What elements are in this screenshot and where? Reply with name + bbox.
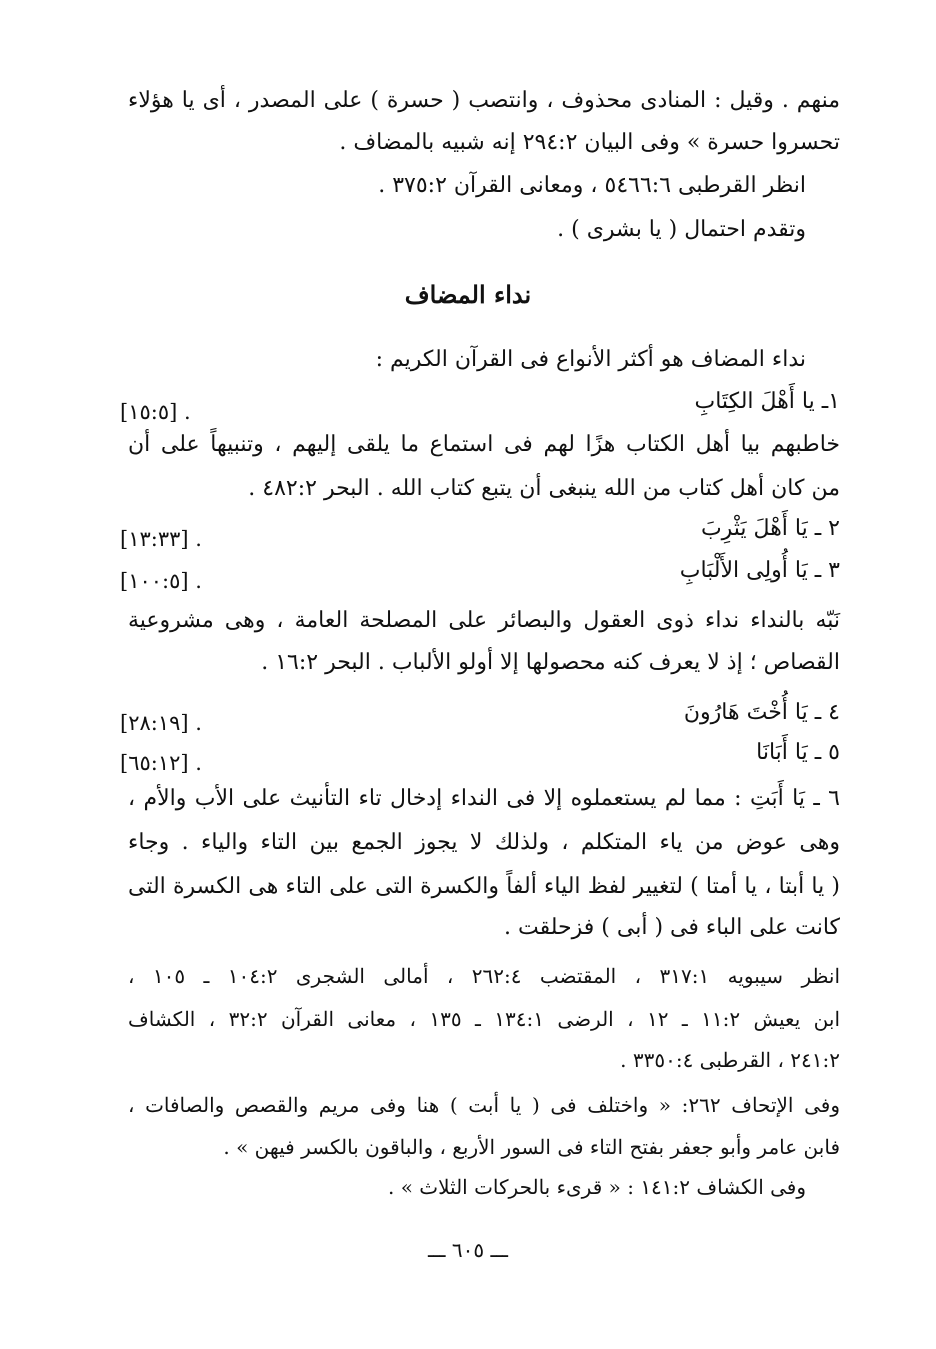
para-4-line-3: ٢٤١:٢ ، القرطبى ٣٣٥٠:٤ .: [620, 1048, 840, 1072]
intro-line-4: وتقدم احتمال ( يا بشرى ) .: [557, 217, 806, 242]
item-2-ref: [١٣:٣٣] .: [120, 527, 202, 551]
item-1-ref: [١٥:٥] .: [120, 400, 191, 424]
item-2: ٢ ـ يَا أَهْلَ يَثْرِبَ: [700, 516, 840, 541]
para-5-line-2: فابن عامر وأبو جعفر بفتح التاء فى السور الأربع ، والباقون بالكسر فيهن » .: [223, 1135, 840, 1159]
para-5-line-3: وفى الكشاف ١٤١:٢ : « قرىء بالحركات الثلاث » .: [387, 1175, 806, 1199]
para-5-line-1: وفى الإتحاف ٢٦٢: « واختلف فى ( يا أبت ) هنا وفى مريم والقصص والصافات ،: [128, 1093, 841, 1117]
para-3-line-4: كانت على الباء فى ( أبى ) فزحلقت .: [504, 915, 840, 940]
lead-line: نداء المضاف هو أكثر الأنواع فى القرآن الكريم :: [375, 347, 806, 372]
para-1-line-1: خاطبهم بيا أهل الكتاب هزًا لهم فى استماع ما يلقى إليهم ، وتنبيهاً على أن: [128, 432, 840, 457]
item-3-ref: [١٠٠:٥] .: [120, 569, 202, 593]
para-4-line-2: ابن يعيش ١١:٢ ـ ١٢ ، الرضى ١٣٤:١ ـ ١٣٥ ، معانى القرآن ٣٢:٢ ، الكشاف: [128, 1007, 841, 1031]
page-number: ـــ ٦٠٥ ـــ: [427, 1238, 509, 1262]
para-3-line-1: ٦ ـ يَا أَبَتِ : مما لم يستعملوه إلا فى النداء إدخال تاء التأنيث على الأب والأم ،: [128, 786, 840, 811]
item-1: ١ـ يا أَهْلَ الكِتَابِ: [694, 389, 840, 414]
para-2-line-2: القصاص ؛ إذ لا يعرف كنه محصولها إلا أولو الألباب . البحر ١٦:٢ .: [261, 650, 840, 675]
intro-line-1: منهم . وقيل : المنادى محذوف ، وانتصب ( حسرة ) على المصدر ، أى يا هؤلاء: [128, 88, 840, 113]
item-4-ref: [٢٨:١٩] .: [120, 711, 202, 735]
intro-line-2: تحسروا حسرة » وفى البيان ٢٩٤:٢ إنه شبيه بالمضاف .: [339, 130, 840, 155]
para-3-line-3: ( يا أبتا ، يا أمتا ) لتغيير لفظ الياء ألفاً والكسرة التى على التاء هى الكسرة التى: [128, 874, 840, 899]
para-3-line-2: وهى عوض من ياء المتكلم ، ولذلك لا يجوز الجمع بين التاء والياء . وجاء: [128, 830, 840, 855]
item-3: ٣ ـ يَا أُولِى الأَلْبَابِ: [679, 558, 840, 583]
item-4: ٤ ـ يَا أُخْتَ هَارُونَ: [683, 700, 840, 725]
para-2-line-1: نَبّه بالنداء نداء ذوى العقول والبصائر على المصلحة العامة ، وهى مشروعية: [128, 608, 840, 633]
para-4-line-1: انظر سيبويه ٣١٧:١ ، المقتضب ٢٦٢:٤ ، أمالى الشجرى ١٠٤:٢ ـ ١٠٥ ،: [128, 964, 841, 988]
para-1-line-2: من كان أهل كتاب من الله ينبغى أن يتبع كتاب الله . البحر ٤٨٢:٢ .: [248, 476, 840, 501]
intro-line-3: انظر القرطبى ٥٤٦٦:٦ ، ومعانى القرآن ٣٧٥:٢ .: [378, 173, 806, 198]
item-5-ref: [٦٥:١٢] .: [120, 751, 202, 775]
item-5: ٥ ـ يَا أَبَانَا: [756, 740, 840, 765]
section-title: نداء المضاف: [404, 280, 532, 309]
